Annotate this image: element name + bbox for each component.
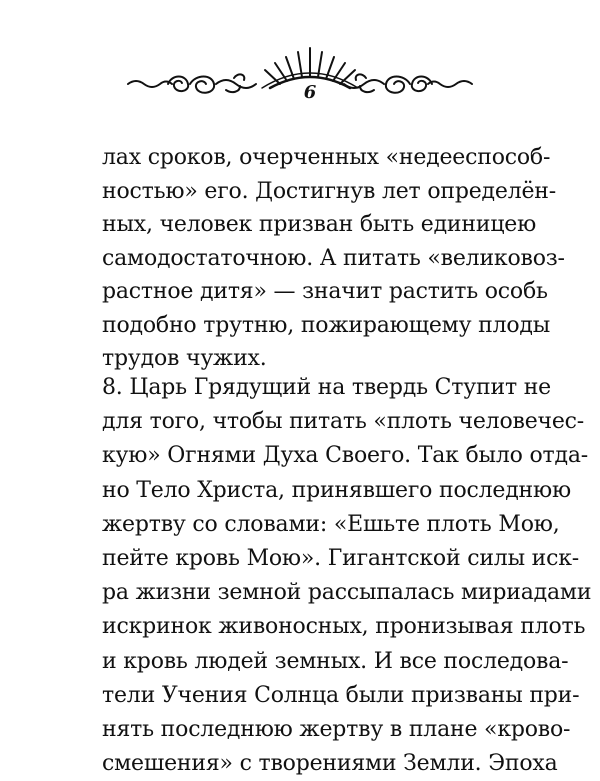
text-line: пейте кровь Мою». Гигантской силы иск- xyxy=(102,545,580,571)
text-line: искринок живоносных, пронизывая плоть xyxy=(102,614,586,640)
text-line: подобно трутню, пожирающему плоды xyxy=(102,312,551,338)
text-line: нять последнюю жертву в плане «крово- xyxy=(102,716,571,742)
text-line: ра жизни земной рассыпалась мириадами xyxy=(102,580,592,606)
text-line: ностью» его. Достигнув лет определён- xyxy=(102,178,556,204)
text-line: ных, человек призван быть единицею xyxy=(102,212,537,237)
page-number: 6 xyxy=(303,82,317,103)
text-line: лах сроков, очерченных «недееспособ- xyxy=(102,145,551,170)
text-line: но Тело Христа, принявшего последнюю xyxy=(102,477,571,503)
paragraph-2 xyxy=(102,371,592,781)
text-line: кую» Огнями Духа Своего. Так было отда- xyxy=(102,443,588,469)
text-line: тели Учения Солнца были призваны при- xyxy=(102,682,580,708)
paragraph-1 xyxy=(102,141,565,376)
text-line: трудов чужих. xyxy=(102,346,267,371)
text-line: смешения» с творениями Земли. Эпоха xyxy=(102,751,558,777)
text-line: и кровь людей земных. И все последова- xyxy=(102,648,569,674)
text-line: растное дитя» — значит растить особь xyxy=(102,279,548,304)
text-line: самодостаточною. А питать «великовоз- xyxy=(102,245,565,271)
text-line: 8. Царь Грядущий на твердь Ступит не xyxy=(102,375,551,400)
text-line: жертву со словами: «Ешьте плоть Мою, xyxy=(102,511,560,537)
text-line: для того, чтобы питать «плоть человечес- xyxy=(102,409,585,435)
